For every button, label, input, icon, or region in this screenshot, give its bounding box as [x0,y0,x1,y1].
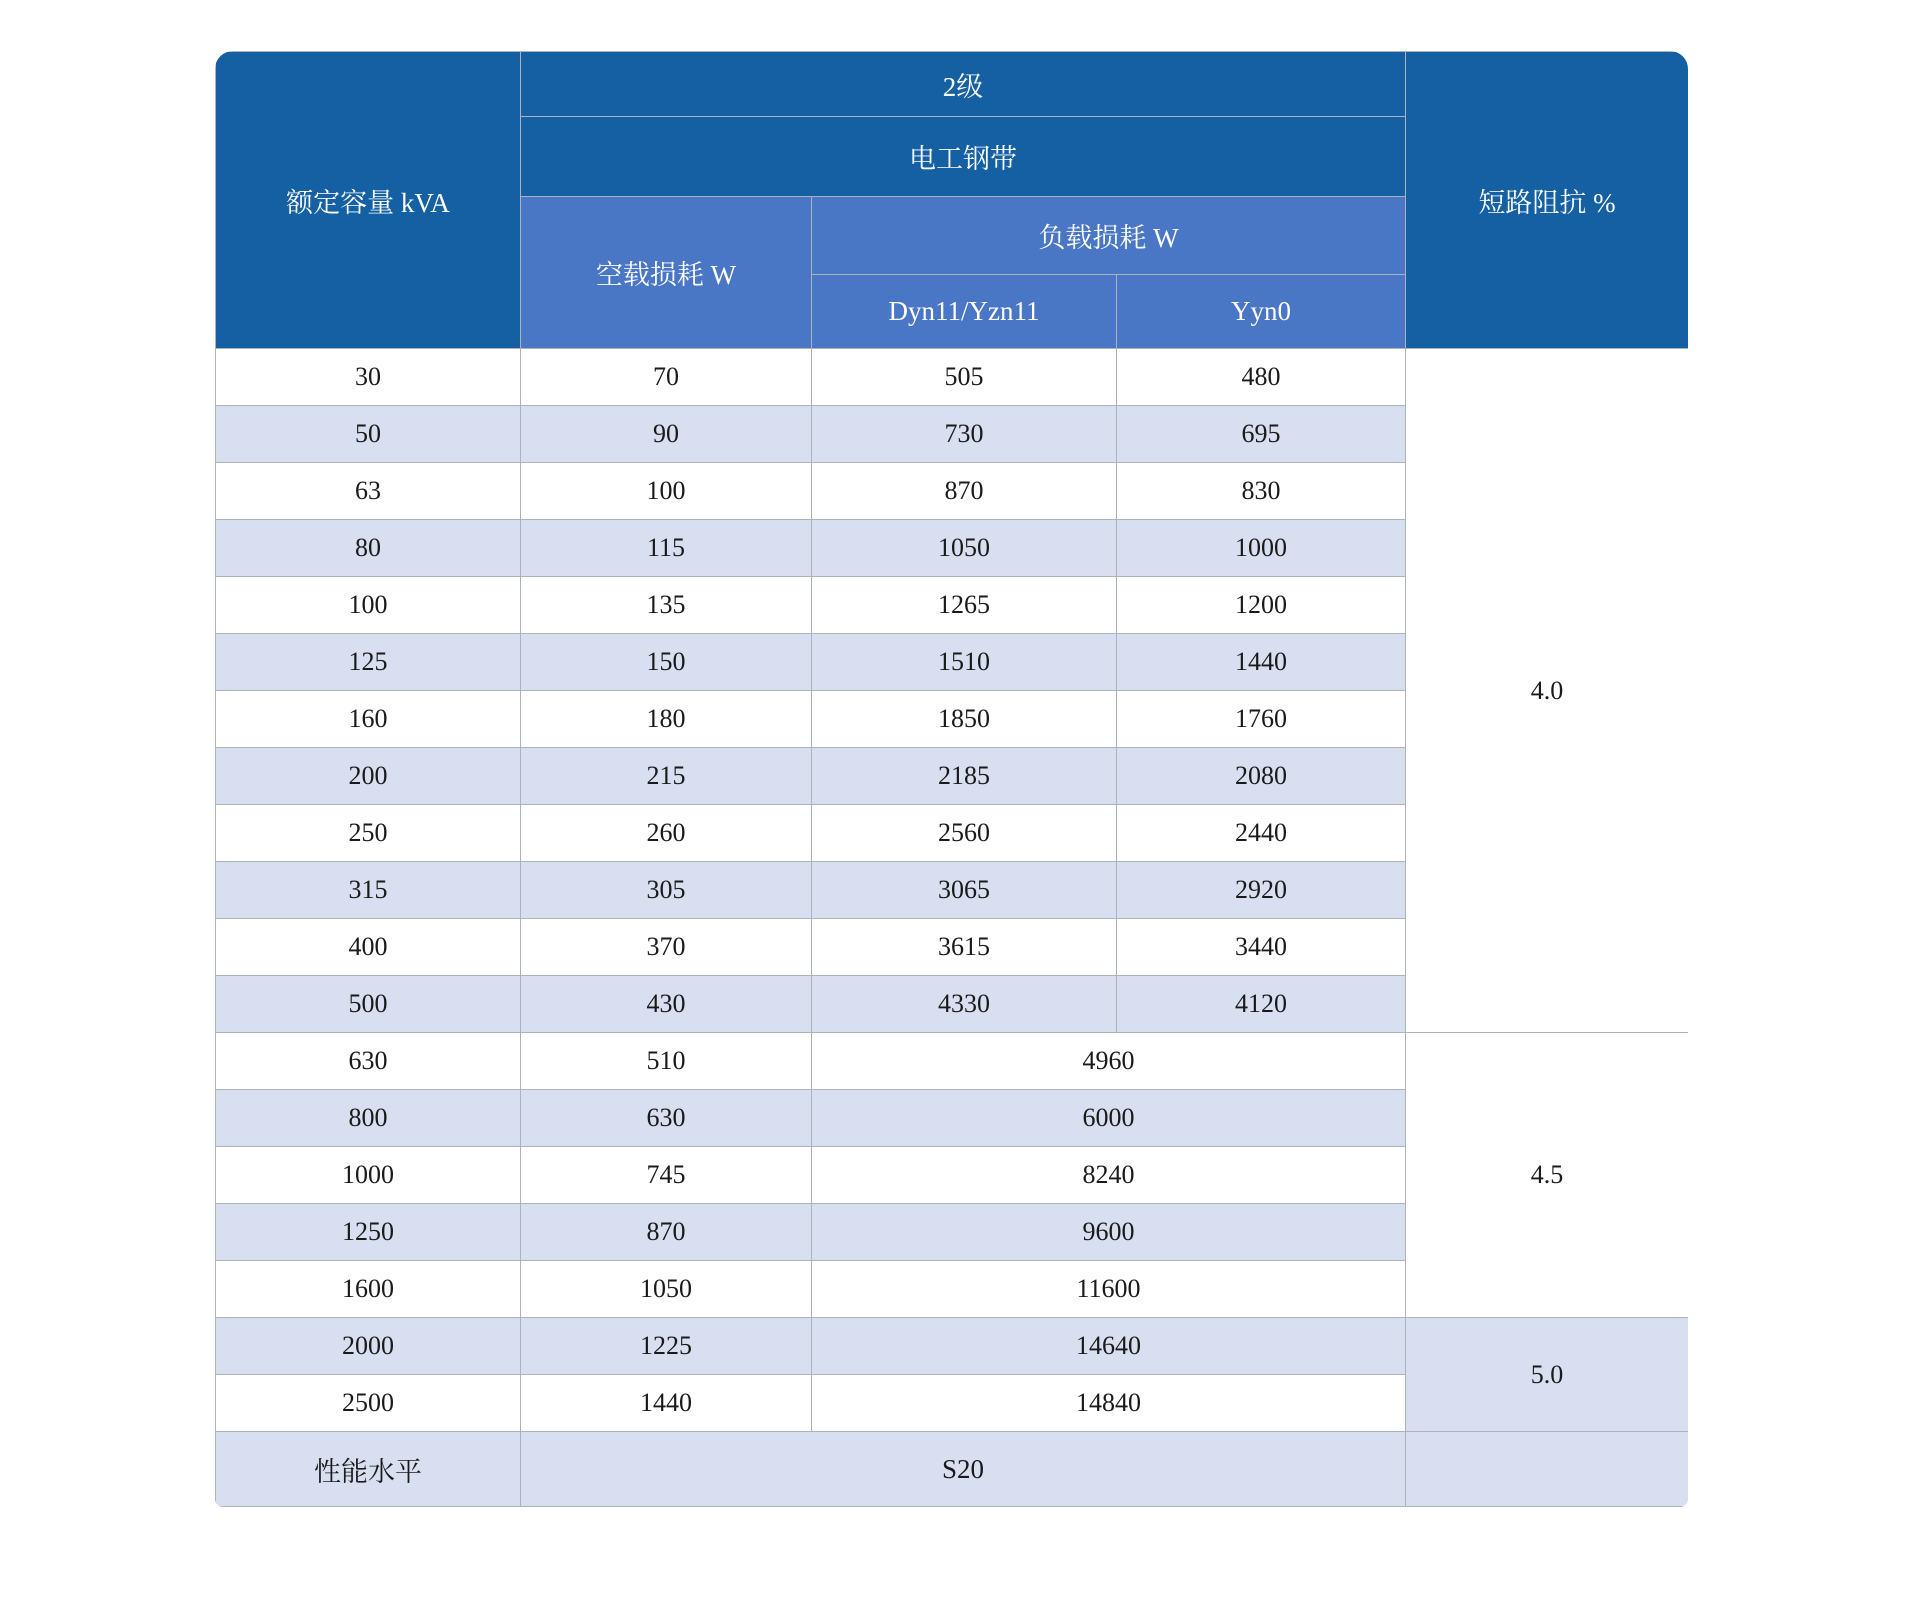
impedance-value-cell: 5.0 [1406,1318,1688,1432]
capacity-cell: 200 [216,748,521,805]
load-loss-dyn-cell: 2560 [812,805,1117,862]
capacity-cell: 800 [216,1090,521,1147]
capacity-cell: 400 [216,919,521,976]
capacity-cell: 100 [216,577,521,634]
capacity-cell: 50 [216,406,521,463]
header-grade: 2级 [521,52,1406,117]
no-load-loss-cell: 630 [521,1090,812,1147]
load-loss-combined-cell: 14840 [812,1375,1406,1432]
no-load-loss-cell: 870 [521,1204,812,1261]
load-loss-combined-cell: 11600 [812,1261,1406,1318]
header-winding-yyn: Yyn0 [1117,275,1406,349]
load-loss-dyn-cell: 1850 [812,691,1117,748]
load-loss-yyn-cell: 1760 [1117,691,1406,748]
capacity-cell: 315 [216,862,521,919]
no-load-loss-cell: 370 [521,919,812,976]
load-loss-dyn-cell: 2185 [812,748,1117,805]
table-footer [216,1432,1689,1507]
transformer-loss-spec-table [215,51,1688,1507]
performance-level-value: S20 [521,1432,1406,1507]
footer-impedance-empty-cell [1406,1432,1688,1507]
header-impedance: 短路阻抗 % [1406,52,1688,349]
capacity-cell: 1250 [216,1204,521,1261]
load-loss-yyn-cell: 695 [1117,406,1406,463]
no-load-loss-cell: 70 [521,349,812,406]
capacity-cell: 630 [216,1033,521,1090]
load-loss-yyn-cell: 2080 [1117,748,1406,805]
no-load-loss-cell: 260 [521,805,812,862]
capacity-cell: 2000 [216,1318,521,1375]
table-header [216,52,1689,349]
no-load-loss-cell: 430 [521,976,812,1033]
no-load-loss-cell: 180 [521,691,812,748]
no-load-loss-cell: 150 [521,634,812,691]
load-loss-yyn-cell: 1200 [1117,577,1406,634]
load-loss-dyn-cell: 505 [812,349,1117,406]
load-loss-dyn-cell: 870 [812,463,1117,520]
header-capacity: 额定容量 kVA [216,52,521,349]
load-loss-yyn-cell: 2920 [1117,862,1406,919]
capacity-cell: 30 [216,349,521,406]
no-load-loss-cell: 215 [521,748,812,805]
load-loss-dyn-cell: 3615 [812,919,1117,976]
header-load-loss: 负载损耗 W [812,197,1406,275]
no-load-loss-cell: 1225 [521,1318,812,1375]
no-load-loss-cell: 100 [521,463,812,520]
no-load-loss-cell: 510 [521,1033,812,1090]
load-loss-yyn-cell: 2440 [1117,805,1406,862]
load-loss-yyn-cell: 4120 [1117,976,1406,1033]
impedance-value-cell: 4.5 [1406,1033,1688,1318]
no-load-loss-cell: 1050 [521,1261,812,1318]
capacity-cell: 1600 [216,1261,521,1318]
impedance-value-cell: 4.0 [1406,349,1688,1033]
capacity-cell: 500 [216,976,521,1033]
load-loss-dyn-cell: 730 [812,406,1117,463]
capacity-cell: 160 [216,691,521,748]
load-loss-dyn-cell: 4330 [812,976,1117,1033]
no-load-loss-cell: 90 [521,406,812,463]
load-loss-combined-cell: 14640 [812,1318,1406,1375]
table-row [216,1033,1689,1090]
table-row [216,1318,1689,1375]
load-loss-yyn-cell: 480 [1117,349,1406,406]
load-loss-yyn-cell: 1000 [1117,520,1406,577]
header-winding-dyn: Dyn11/Yzn11 [812,275,1117,349]
load-loss-yyn-cell: 1440 [1117,634,1406,691]
load-loss-combined-cell: 9600 [812,1204,1406,1261]
capacity-cell: 63 [216,463,521,520]
no-load-loss-cell: 115 [521,520,812,577]
load-loss-yyn-cell: 830 [1117,463,1406,520]
load-loss-dyn-cell: 1510 [812,634,1117,691]
capacity-cell: 125 [216,634,521,691]
spec-table [215,51,1688,1507]
load-loss-combined-cell: 6000 [812,1090,1406,1147]
no-load-loss-cell: 305 [521,862,812,919]
capacity-cell: 80 [216,520,521,577]
capacity-cell: 2500 [216,1375,521,1432]
load-loss-combined-cell: 8240 [812,1147,1406,1204]
no-load-loss-cell: 135 [521,577,812,634]
load-loss-yyn-cell: 3440 [1117,919,1406,976]
load-loss-dyn-cell: 1265 [812,577,1117,634]
performance-level-row [216,1432,1689,1507]
load-loss-dyn-cell: 3065 [812,862,1117,919]
performance-level-label: 性能水平 [216,1432,521,1507]
capacity-cell: 250 [216,805,521,862]
load-loss-dyn-cell: 1050 [812,520,1117,577]
header-core-material: 电工钢带 [521,117,1406,197]
no-load-loss-cell: 745 [521,1147,812,1204]
no-load-loss-cell: 1440 [521,1375,812,1432]
load-loss-combined-cell: 4960 [812,1033,1406,1090]
header-no-load-loss: 空载损耗 W [521,197,812,349]
table-row [216,349,1689,406]
table-body [216,349,1689,1432]
capacity-cell: 1000 [216,1147,521,1204]
